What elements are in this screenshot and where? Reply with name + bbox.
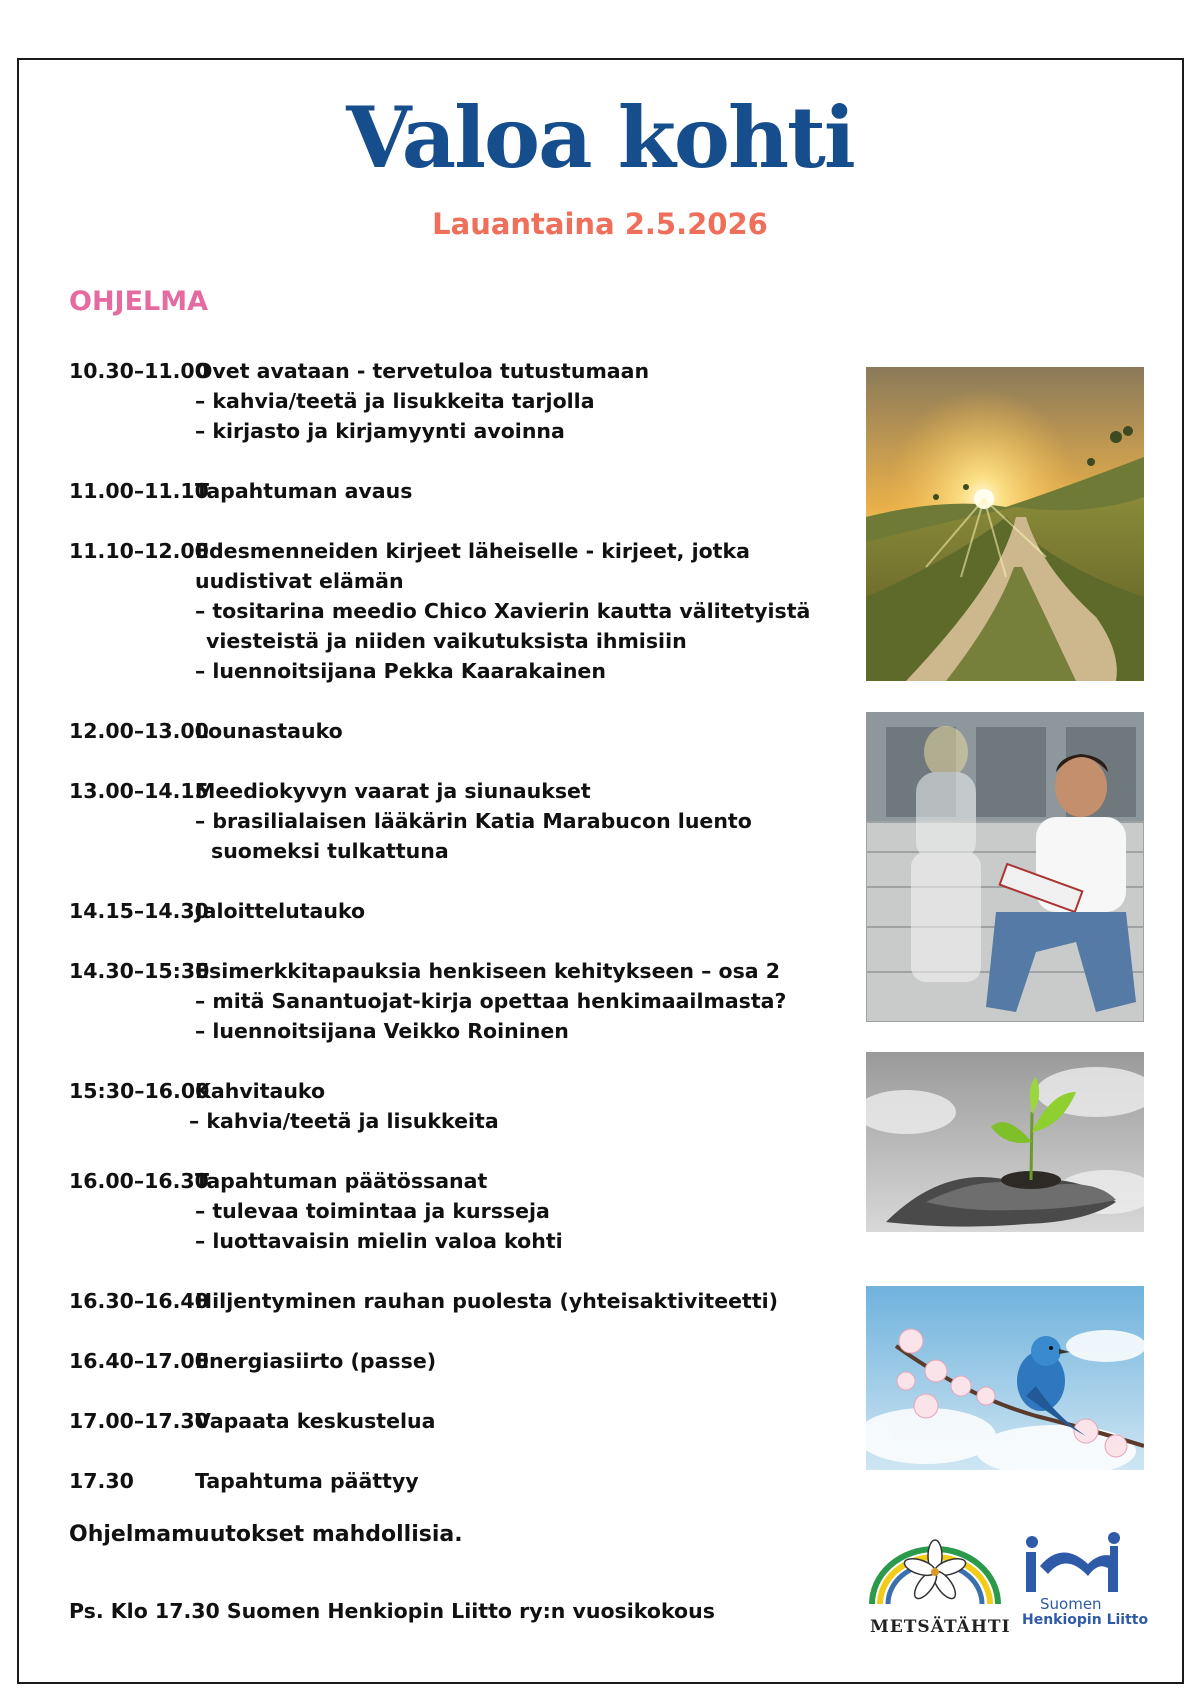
program-item (69, 1286, 829, 1316)
steps-spirit-photo (866, 712, 1144, 1022)
program-detail: suomeksi tulkattuna (211, 839, 449, 863)
program-list (69, 356, 829, 1496)
program-time: 11.00–11.10 (69, 479, 209, 503)
program-title: Hiljentyminen rauhan puolesta (yhteisaktiviteetti) (195, 1289, 779, 1313)
program-item (69, 1166, 829, 1256)
program-title-cont: uudistivat elämän (195, 569, 404, 593)
program-detail: – kahvia/teetä ja lisukkeita (189, 1109, 499, 1133)
program-title: Lounastauko (195, 719, 343, 743)
program-detail: – mitä Sanantuojat-kirja opettaa henkimaailmasta? (195, 989, 787, 1013)
program-title: Meediokyvyn vaarat ja siunaukset (195, 779, 591, 803)
program-detail: – tositarina meedio Chico Xavierin kautta välitetyistä (195, 599, 811, 623)
program-title: Edesmenneiden kirjeet läheiselle - kirjeet, jotka (195, 539, 750, 563)
shl-logo-text-line2: Henkiopin Liitto (1022, 1612, 1149, 1628)
program-title: Ovet avataan - tervetuloa tutustumaan (195, 359, 650, 383)
program-changes-note: Ohjelmamuutokset mahdollisia. (69, 1522, 463, 1547)
program-title: Tapahtuma päättyy (195, 1469, 419, 1493)
program-detail: – brasilialaisen lääkärin Katia Marabucon luento (195, 809, 752, 833)
program-title: Tapahtuman päätössanat (195, 1169, 488, 1193)
seedling-hands-photo (866, 1052, 1144, 1232)
program-item (69, 896, 829, 926)
program-time: 14.15–14.30 (69, 899, 209, 923)
program-item (69, 716, 829, 746)
shl-logo (1022, 1530, 1134, 1596)
program-item (69, 1346, 829, 1376)
program-title: Kahvitauko (195, 1079, 326, 1103)
program-detail: – kahvia/teetä ja lisukkeita tarjolla (195, 389, 595, 413)
program-item (69, 1406, 829, 1436)
program-time: 17.30 (69, 1469, 134, 1493)
program-time: 14.30–15:30 (69, 959, 210, 983)
program-item (69, 956, 829, 1046)
metsatahti-logo (868, 1534, 1002, 1614)
program-item (69, 536, 829, 686)
program-time: 16.30–16.40 (69, 1289, 209, 1313)
event-date: Lauantaina 2.5.2026 (432, 207, 768, 241)
program-detail: – luennoitsijana Pekka Kaarakainen (195, 659, 606, 683)
program-detail: – luottavaisin mielin valoa kohti (195, 1229, 563, 1253)
program-time: 13.00–14.15 (69, 779, 209, 803)
shl-logo-text-line1: Suomen (1040, 1595, 1102, 1613)
program-time: 17.00–17.30 (69, 1409, 209, 1433)
program-item (69, 1076, 829, 1136)
program-detail: – luennoitsijana Veikko Roininen (195, 1019, 569, 1043)
program-title: Energiasiirto (passe) (195, 1349, 437, 1373)
program-title: Jaloittelutauko (195, 899, 366, 923)
program-time: 16.00–16.30 (69, 1169, 209, 1193)
sunset-path-photo (866, 367, 1144, 681)
program-time: 16.40–17.00 (69, 1349, 209, 1373)
program-detail: – kirjasto ja kirjamyynti avoinna (195, 419, 565, 443)
program-item (69, 356, 829, 446)
program-detail: viesteistä ja niiden vaikutuksista ihmisiin (206, 629, 687, 653)
page-title: Valoa kohti (346, 88, 854, 187)
program-title: Vapaata keskustelua (195, 1409, 436, 1433)
program-title: Tapahtuman avaus (195, 479, 413, 503)
program-time: 12.00–13.00 (69, 719, 209, 743)
program-heading: OHJELMA (69, 286, 209, 317)
program-title: Esimerkkitapauksia henkiseen kehitykseen – osa 2 (195, 959, 781, 983)
program-time: 15:30–16.00 (69, 1079, 210, 1103)
metsatahti-logo-text: METSÄTÄHTI (870, 1617, 1011, 1637)
program-item (69, 476, 829, 506)
program-item (69, 1466, 829, 1496)
bluebird-blossom-photo (866, 1286, 1144, 1470)
program-time: 10.30–11.00 (69, 359, 209, 383)
program-time: 11.10–12.00 (69, 539, 209, 563)
program-item (69, 776, 829, 866)
postscript: Ps. Klo 17.30 Suomen Henkiopin Liitto ry:n vuosikokous (69, 1599, 715, 1623)
program-detail: – tulevaa toimintaa ja kursseja (195, 1199, 550, 1223)
